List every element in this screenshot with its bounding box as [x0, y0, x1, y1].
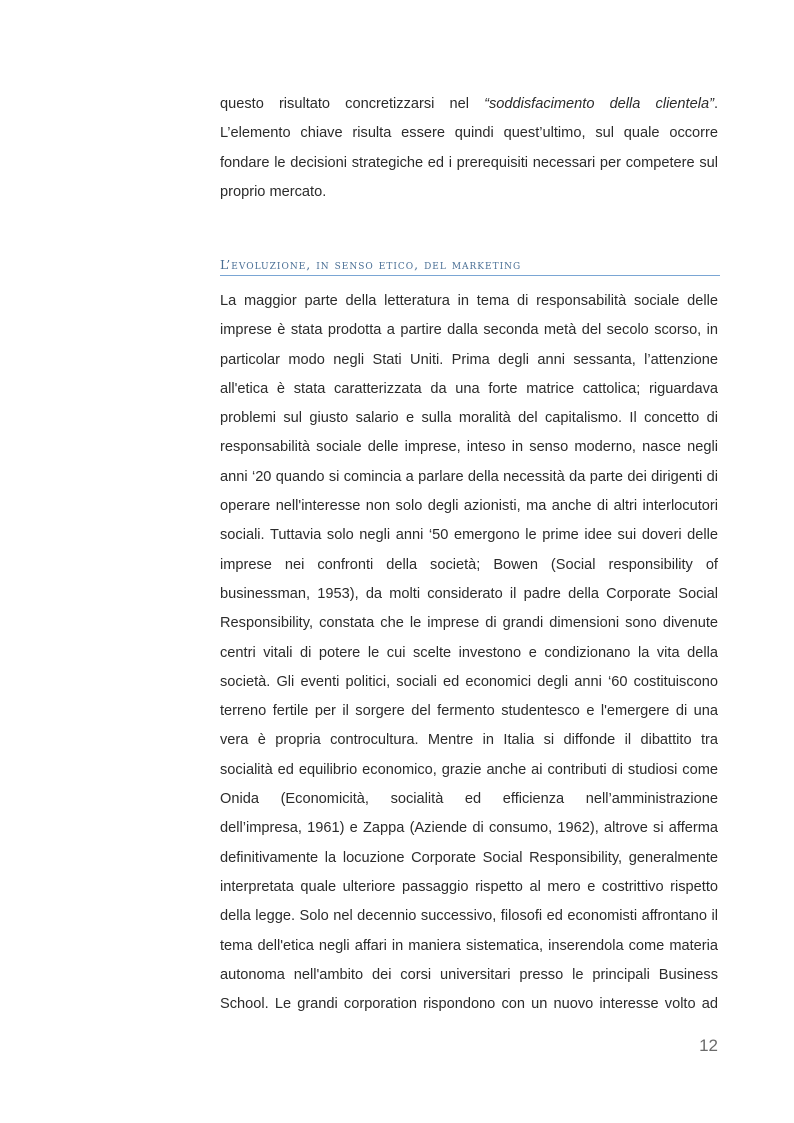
paragraph-line: imprese è stata prodotta a partire dalla seconda metà del secolo scorso, in — [220, 322, 718, 339]
page-number: 12 — [699, 1036, 718, 1055]
paragraph-line: società. Gli eventi politici, sociali ed economici degli anni ‘60 costituiscono — [220, 673, 718, 690]
paragraph-line: particolar modo negli Stati Uniti. Prima degli anni sessanta, l’attenzione — [220, 351, 718, 368]
paragraph-line: dell’impresa, 1961) e Zappa (Aziende di consumo, 1962), altrove si afferma — [220, 820, 718, 837]
intro-paragraph — [220, 90, 718, 207]
paragraph-line: terreno fertile per il sorgere del fermento studentesco e l'emergere di una — [220, 703, 718, 720]
paragraph-line: sociali. Tuttavia solo negli anni ‘50 emergono le prime idee sui doveri delle — [220, 527, 718, 544]
paragraph-line: interpretata quale ulteriore passaggio rispetto al mero e costrittivo rispetto — [220, 878, 718, 895]
paragraph-line: socialità ed equilibrio economico, grazie anche ai contributi di studiosi come — [220, 761, 718, 778]
paragraph-line: operare nell'interesse non solo degli azionisti, ma anche di altri interlocutori — [220, 498, 718, 515]
paragraph-line: fondare le decisioni strategiche ed i prerequisiti necessari per competere sul — [220, 154, 718, 171]
quoted-phrase: “soddisfacimento della clientela” — [484, 96, 714, 112]
paragraph-line: tema dell'etica negli affari in maniera sistematica, inserendola come materia — [220, 937, 718, 954]
paragraph-line: La maggior parte della letteratura in tema di responsabilità sociale delle — [220, 293, 718, 309]
paragraph-line: autonoma nell'ambito dei corsi universitari presso le principali Business — [220, 966, 718, 983]
paragraph-line: anni ‘20 quando si comincia a parlare della necessità da parte dei dirigenti di — [220, 468, 718, 485]
section-heading: L’evoluzione, in senso etico, del marketing — [220, 254, 720, 276]
paragraph-line: responsabilità sociale delle imprese, inteso in senso moderno, nasce negli — [220, 439, 718, 456]
paragraph-line: definitivamente la locuzione Corporate Social Responsibility, generalmente — [220, 849, 718, 866]
paragraph-line: proprio mercato. — [220, 183, 327, 200]
paragraph-line: School. Le grandi corporation rispondono con un nuovo interesse volto ad — [220, 996, 718, 1013]
paragraph-line: L’elemento chiave risulta essere quindi quest’ultimo, sul quale occorre — [220, 125, 718, 142]
paragraph-line: imprese nei confronti della società; Bowen (Social responsibility of — [220, 556, 718, 573]
paragraph-line: centri vitali di potere le cui scelte investono e condizionano la vita della — [220, 644, 718, 661]
paragraph-line: Onida (Economicità, socialità ed efficienza nell’amministrazione — [220, 791, 718, 808]
paragraph-line: all'etica è stata caratterizzata da una forte matrice cattolica; riguardava — [220, 380, 718, 397]
paragraph-line: vera è propria controcultura. Mentre in Italia si diffonde il dibattito tra — [220, 732, 718, 749]
paragraph-line: della legge. Solo nel decennio successivo, filosofi ed economisti affrontano il — [220, 908, 718, 925]
paragraph-line: Responsibility, constata che le imprese di grandi dimensioni sono divenute — [220, 615, 718, 632]
paragraph-line: questo risultato concretizzarsi nel “soddisfacimento della clientela”. — [220, 96, 718, 112]
paragraph-line: businessman, 1953), da molti considerato il padre della Corporate Social — [220, 585, 718, 602]
body-paragraph — [220, 287, 718, 1019]
paragraph-line: problemi sul giusto salario e sulla moralità del capitalismo. Il concetto di — [220, 410, 718, 427]
